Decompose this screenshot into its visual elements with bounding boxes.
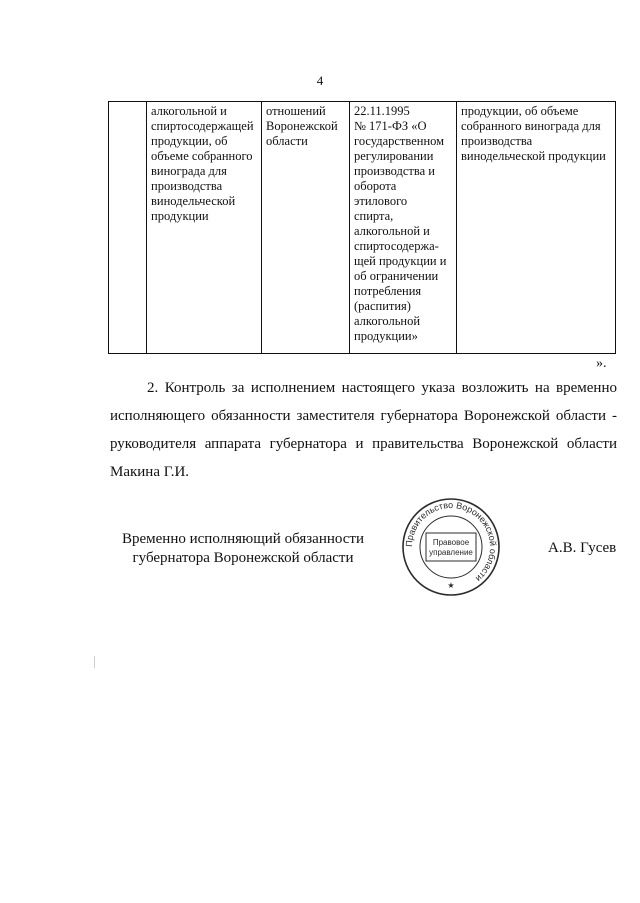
legal-table — [108, 101, 616, 354]
cell-line: производства — [151, 179, 223, 193]
closing-quote: ». — [596, 356, 607, 371]
cell-line: продукции, об объеме — [461, 104, 579, 118]
cell-line: 22.11.1995 — [354, 104, 410, 118]
paragraph-line: 2. Контроль за исполнением настоящего указа возложить на временно — [147, 380, 617, 396]
cell-line: спирта, — [354, 209, 394, 223]
cell-line: № 171-ФЗ «О — [354, 119, 427, 133]
cell-line: области — [266, 134, 308, 148]
table-cell-scope — [262, 102, 350, 354]
table-cell-subject — [147, 102, 262, 354]
cell-line: винодельческой — [151, 194, 236, 208]
cell-line: алкогольной — [354, 314, 421, 328]
paragraph-line: исполняющего обязанности заместителя губернатора Воронежской области - — [110, 408, 617, 424]
seal-star-icon: ★ — [447, 581, 455, 590]
paragraph-line: Макина Г.И. — [110, 464, 190, 480]
table-cell-number — [109, 102, 147, 354]
table-cell-description — [457, 102, 616, 354]
seal-center-line: управление — [429, 548, 473, 557]
seal-center-line: Правовое — [432, 538, 470, 547]
scan-margin-mark — [94, 656, 95, 668]
cell-line: потребления — [354, 284, 422, 298]
cell-line: об ограничении — [354, 269, 439, 283]
cell-line: этилового — [354, 194, 408, 208]
cell-line: спиртосодержащей — [151, 119, 254, 133]
cell-line: объеме собранного — [151, 149, 253, 163]
cell-line: щей продукции и — [354, 254, 447, 268]
cell-line: оборота — [354, 179, 397, 193]
cell-line: продукции, об — [151, 134, 228, 148]
cell-line: собранного винограда для — [461, 119, 601, 133]
signatory-name: А.В. Гусев — [548, 540, 617, 556]
signatory-title-line: губернатора Воронежской области — [132, 550, 354, 566]
cell-line: продукции» — [354, 329, 418, 343]
signatory-title — [113, 530, 373, 568]
cell-line: производства — [461, 134, 533, 148]
paragraph-line: руководителя аппарата губернатора и правительства Воронежской области — [110, 436, 617, 452]
paragraph-2 — [110, 374, 617, 486]
cell-line: продукции — [151, 209, 209, 223]
official-seal — [401, 497, 501, 597]
cell-line: Воронежской — [266, 119, 338, 133]
cell-line: винограда для — [151, 164, 227, 178]
seal-inner-ring — [420, 516, 482, 578]
cell-line: винодельческой продукции — [461, 149, 606, 163]
cell-line: алкогольной и — [354, 224, 430, 238]
table-cell-law — [350, 102, 457, 354]
cell-line: спиртосодержа- — [354, 239, 439, 253]
cell-line: производства и — [354, 164, 435, 178]
cell-line: алкогольной и — [151, 104, 227, 118]
cell-line: регулировании — [354, 149, 434, 163]
signatory-title-line: Временно исполняющий обязанности — [121, 531, 364, 547]
table-row — [109, 102, 616, 354]
cell-line: отношений — [266, 104, 326, 118]
seal-ring-text: Правительство Воронежской области — [403, 499, 499, 584]
page-number: 4 — [316, 73, 324, 88]
cell-line: государственном — [354, 134, 445, 148]
cell-line: (распития) — [354, 299, 411, 313]
